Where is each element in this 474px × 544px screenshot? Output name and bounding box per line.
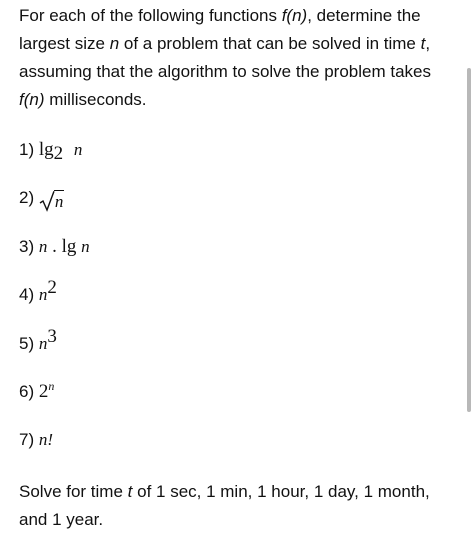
- item-number: 3): [19, 237, 35, 256]
- statement-text: , determine the largest size: [19, 6, 421, 53]
- statement-text: For each of the following functions: [19, 6, 282, 25]
- item-number: 5): [19, 334, 35, 353]
- function-symbol: f(n): [281, 6, 308, 25]
- function-symbol: f(n): [19, 90, 45, 109]
- function-item-7: [19, 428, 53, 452]
- function-item-2: [19, 186, 64, 210]
- square-root: [39, 190, 65, 212]
- item-number: 7): [19, 430, 35, 449]
- radical-sign-icon: [39, 190, 56, 212]
- problem-statement: [19, 2, 455, 114]
- item-number: 1): [19, 140, 35, 159]
- vertical-scrollbar[interactable]: [467, 68, 471, 412]
- function-item-6: [19, 380, 54, 404]
- math-variable: n: [38, 285, 48, 304]
- log-base: 2: [53, 143, 64, 164]
- exponent: 2: [47, 277, 57, 298]
- time-variable: t: [420, 34, 426, 53]
- math-variable: n: [73, 140, 83, 159]
- statement-text: milliseconds.: [44, 90, 147, 109]
- function-item-5: [19, 326, 57, 356]
- item-number: 2): [19, 188, 35, 207]
- exponent: n: [48, 379, 55, 393]
- statement-text: , assuming that the algorithm to solve the problem takes: [19, 34, 431, 81]
- math-variable: n: [81, 237, 90, 256]
- instruction-text: of 1 sec, 1 min, 1 hour, 1 day, 1 month, and 1 year.: [19, 482, 430, 529]
- math-variable: n: [38, 237, 48, 256]
- math-variable: n: [54, 192, 64, 211]
- item-number: 4): [19, 285, 35, 304]
- log-symbol: lg: [38, 139, 54, 160]
- statement-text: of a problem that can be solved in time: [119, 34, 421, 53]
- item-number: 6): [19, 382, 35, 401]
- size-variable: n: [109, 34, 120, 53]
- math-expression: n!: [38, 430, 54, 449]
- function-item-4: [19, 277, 57, 307]
- time-variable: t: [127, 482, 133, 501]
- log-symbol: . lg: [52, 236, 77, 257]
- math-constant: 2: [38, 381, 49, 402]
- function-item-1: [19, 138, 82, 162]
- math-variable: n: [38, 334, 48, 353]
- solve-instruction: [19, 478, 455, 534]
- instruction-text: Solve for time: [19, 482, 128, 501]
- function-item-3: [19, 235, 90, 259]
- exponent: 3: [47, 326, 57, 347]
